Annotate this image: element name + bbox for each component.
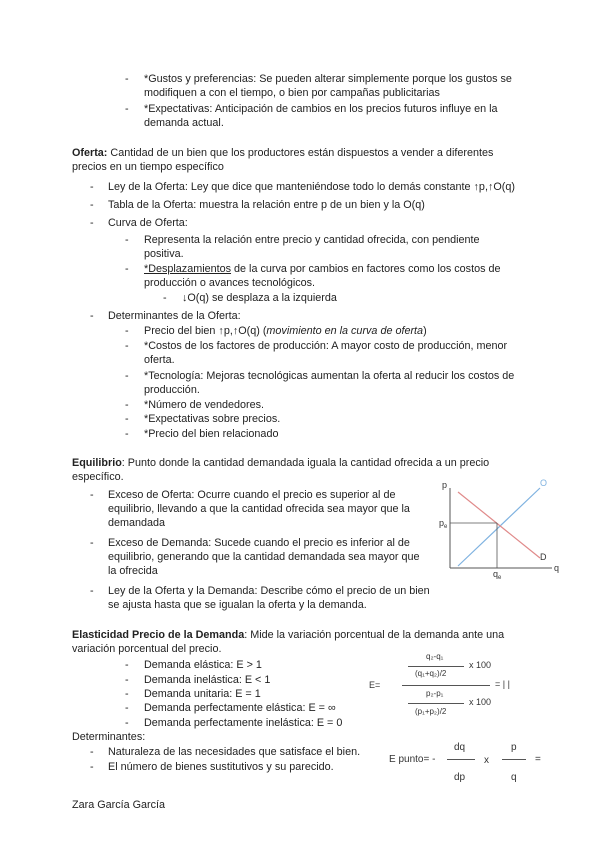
elasticidad-intro-l2: variación porcentual del precio. — [72, 643, 222, 655]
fraction-main-line — [402, 685, 490, 686]
fraction-line — [408, 703, 464, 704]
elasticidad-heading: Elasticidad Precio de la Demanda — [72, 629, 245, 641]
bullet-dash: - — [90, 217, 94, 229]
epunto-q: q — [511, 772, 517, 783]
epunto-dp: dp — [454, 772, 466, 783]
elast-item-1: Demanda elástica: E > 1 — [144, 659, 262, 671]
text-expect-l1: *Expectativas: Anticipación de cambios en los precios futuros influye en la — [144, 103, 498, 115]
elast-det-2: El número de bienes sustitutivos y su parecido. — [108, 761, 334, 773]
curva-sub1-l2: positiva. — [144, 248, 184, 260]
bullet-dash: - — [125, 73, 129, 85]
epunto-label: E punto= - — [389, 754, 436, 765]
fraction-line — [447, 759, 475, 760]
det-tec-l1: *Tecnología: Mejoras tecnológicas aumentan la oferta al reducir los costos de — [144, 370, 515, 382]
q-axis-label: q — [554, 563, 560, 573]
formula-e-label: E= — [369, 680, 381, 690]
oferta-curva: Curva de Oferta: — [108, 217, 188, 229]
curva-sub1-l1: Representa la relación entre precio y cantidad ofrecida, con pendiente — [144, 234, 480, 246]
bullet-dash: - — [163, 292, 167, 304]
author-name: Zara García García — [72, 799, 166, 811]
exc-oferta-l1: Exceso de Oferta: Ocurre cuando el precio es superior al de — [108, 489, 396, 501]
oferta-heading: Oferta: — [72, 147, 108, 159]
det-expectativas: *Expectativas sobre precios. — [144, 413, 281, 425]
bullet-dash: - — [90, 585, 94, 597]
exc-demanda-l2: equilibrio, generando que la cantidad demandada sea mayor que — [108, 551, 420, 563]
text-gustos-l2: modifiquen a con el tiempo, o bien por campañas publicitarias — [144, 87, 440, 99]
exc-oferta-l3: demandada — [108, 517, 166, 529]
bullet-dash: - — [125, 659, 129, 671]
epunto-x: x — [484, 755, 489, 766]
fraction-line — [408, 666, 464, 667]
bullet-dash: - — [125, 263, 129, 275]
curva-sub3: ↓O(q) se desplaza a la izquierda — [182, 292, 337, 304]
oferta-intro-l2: precios en un tiempo específico — [72, 161, 224, 173]
bullet-dash: - — [125, 399, 129, 411]
epunto-p: p — [511, 742, 517, 753]
equilibrio-intro-l2: específico. — [72, 471, 124, 483]
bullet-dash: - — [90, 761, 94, 773]
elasticidad-intro-l1: Elasticidad Precio de la Demanda: Mide la variación porcentual de la demanda ante una — [72, 629, 505, 641]
oferta-determinantes: Determinantes de la Oferta: — [108, 310, 241, 322]
bullet-dash: - — [125, 370, 129, 382]
qe-label: $q_e$ — [493, 569, 502, 581]
elast-det-1: Naturaleza de las necesidades que satisface el bien. — [108, 746, 361, 758]
det-relacionado: *Precio del bien relacionado — [144, 428, 279, 440]
det-vendedores: *Número de vendedores. — [144, 399, 265, 411]
bullet-dash: - — [90, 181, 94, 193]
bullet-dash: - — [90, 746, 94, 758]
p-axis-label: p — [442, 480, 448, 490]
elast-item-4: Demanda perfectamente elástica: E = ∞ — [144, 702, 336, 714]
formula-den-top: p₂-p₁ — [426, 689, 444, 698]
fraction-line — [502, 759, 526, 760]
formula-den-bot: (p₁+p₂)/2 — [415, 707, 447, 716]
formula-num-top: q₂-q₁ — [426, 652, 444, 661]
text-expect-l2: demanda actual. — [144, 117, 224, 129]
oferta-tabla: Tabla de la Oferta: muestra la relación entre p de un bien y la O(q) — [108, 199, 425, 211]
bullet-dash: - — [125, 688, 129, 700]
bullet-dash: - — [125, 428, 129, 440]
text-gustos-l1: *Gustos y preferencias: Se pueden alterar simplemente porque los gustos se — [144, 73, 512, 85]
supply-demand-graph — [436, 476, 566, 586]
det-precio: Precio del bien ↑p,↑O(q) (movimiento en la curva de oferta) — [144, 325, 427, 337]
bullet-dash: - — [90, 489, 94, 501]
det-costos-l1: *Costos de los factores de producción: A mayor costo de producción, menor — [144, 340, 508, 352]
epunto-eq: = — [535, 754, 541, 765]
bullet-dash: - — [90, 199, 94, 211]
bullet-dash: - — [90, 310, 94, 322]
ley-oyd-l1: Ley de la Oferta y la Demanda: Describe cómo el precio de un bien — [108, 585, 430, 597]
o-curve-label: O — [540, 478, 548, 488]
exc-oferta-l2: equilibrio, llevando a que la cantidad ofrecida sea mayor que la — [108, 503, 410, 515]
bullet-dash: - — [125, 234, 129, 246]
epunto-dq: dq — [454, 742, 466, 753]
bullet-dash: - — [90, 537, 94, 549]
bullet-dash: - — [125, 103, 129, 115]
formula-times-1: x 100 — [469, 660, 492, 670]
det-costos-l2: oferta. — [144, 354, 175, 366]
equilibrio-intro-l1: Equilibrio: Punto donde la cantidad demandada iguala la cantidad ofrecida a un precio — [72, 457, 490, 469]
bullet-dash: - — [125, 340, 129, 352]
ley-oyd-l2: se ajusta hasta que se igualan la oferta y la demanda. — [108, 599, 367, 611]
formula-eq: = | | — [495, 679, 510, 689]
bullet-dash: - — [125, 325, 129, 337]
curva-sub2-l2: producción o avances tecnológicos. — [144, 277, 316, 289]
oferta-ley: Ley de la Oferta: Ley que dice que manteniéndose todo lo demás constante ↑p,↑O(q) — [108, 181, 515, 193]
bullet-dash: - — [125, 674, 129, 686]
elast-item-3: Demanda unitaria: E = 1 — [144, 688, 261, 700]
elast-item-2: Demanda inelástica: E < 1 — [144, 674, 271, 686]
bullet-dash: - — [125, 717, 129, 729]
oferta-intro-l1: Oferta: Cantidad de un bien que los productores están dispuestos a vender a diferentes — [72, 147, 494, 159]
supply-curve — [458, 488, 540, 566]
exc-demanda-l3: la ofrecida — [108, 565, 158, 577]
bullet-dash: - — [125, 702, 129, 714]
demand-curve — [458, 492, 540, 558]
formula-times-2: x 100 — [469, 697, 492, 707]
elast-item-5: Demanda perfectamente inelástica: E = 0 — [144, 717, 343, 729]
d-curve-label: D — [540, 552, 547, 562]
bullet-dash: - — [125, 413, 129, 425]
curva-sub2-l1: *Desplazamientos de la curva por cambios en factores como los costos de — [144, 263, 501, 275]
equilibrio-heading: Equilibrio — [72, 457, 122, 469]
exc-demanda-l1: Exceso de Demanda: Sucede cuando el precio es inferior al de — [108, 537, 410, 549]
pe-label: $p_e$ — [439, 518, 448, 530]
formula-num-bot: (q₁+q₂)/2 — [415, 669, 447, 678]
det-tec-l2: producción. — [144, 384, 200, 396]
elast-determinantes: Determinantes: — [72, 731, 146, 743]
